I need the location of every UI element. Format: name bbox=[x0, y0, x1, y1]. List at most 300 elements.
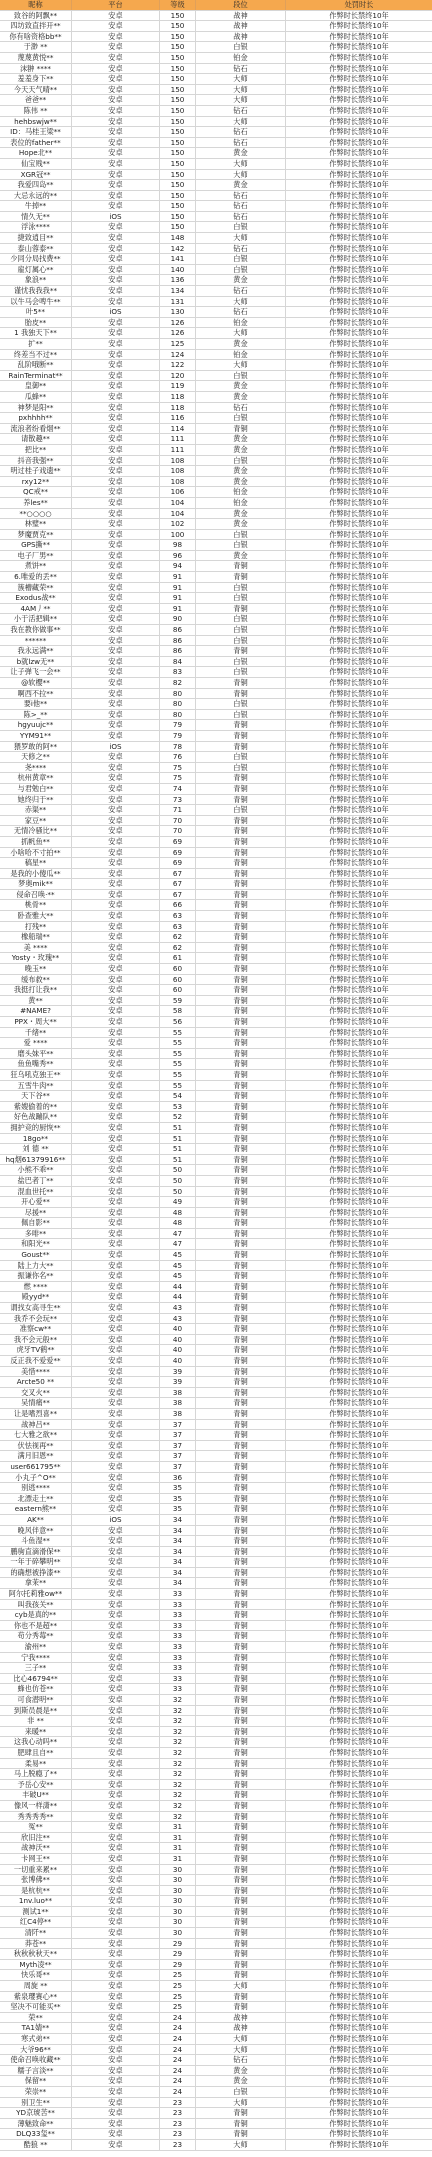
penalty-cell: 作弊时长禁终10年 bbox=[329, 2076, 389, 2086]
table-row bbox=[0, 1780, 432, 1791]
platform-cell: 安卓 bbox=[72, 1335, 160, 1345]
penalty-cell: 作弊时长禁终10年 bbox=[329, 190, 389, 200]
level-cell: 33 bbox=[160, 1684, 196, 1694]
nickname-cell: 别卫生** bbox=[0, 2098, 72, 2108]
level-cell: 82 bbox=[160, 678, 196, 688]
penalty-cell: 作弊时长禁终10年 bbox=[329, 105, 389, 115]
nickname-cell: 马上脱瘾了** bbox=[0, 1769, 72, 1779]
nickname-cell: 三子** bbox=[0, 1663, 72, 1673]
platform-cell: 安卓 bbox=[72, 21, 160, 31]
nickname-cell: 虎牙TV鹤** bbox=[0, 1345, 72, 1355]
platform-cell: 安卓 bbox=[72, 1949, 160, 1959]
table-row bbox=[0, 1303, 432, 1314]
rank-cell: 青铜 bbox=[196, 1028, 286, 1038]
rank-cell: 青铜 bbox=[196, 1494, 286, 1504]
rank-cell: 青铜 bbox=[196, 1854, 286, 1864]
level-cell: 150 bbox=[160, 117, 196, 127]
nickname-cell: 她终归于** bbox=[0, 795, 72, 805]
level-cell: 24 bbox=[160, 2023, 196, 2033]
level-cell: 134 bbox=[160, 286, 196, 296]
penalty-cell: 作弊时长禁终10年 bbox=[329, 550, 389, 560]
table-row bbox=[0, 826, 432, 837]
level-cell: 32 bbox=[160, 1706, 196, 1716]
table-row bbox=[0, 244, 432, 255]
rank-cell: 青铜 bbox=[196, 1653, 286, 1663]
table-row bbox=[0, 1345, 432, 1356]
penalty-cell: 作弊时长禁终10年 bbox=[329, 1811, 389, 1821]
penalty-cell: 作弊时长禁终10年 bbox=[329, 529, 389, 539]
rank-cell: 青铜 bbox=[196, 1748, 286, 1758]
nickname-cell: 沫翀 **** bbox=[0, 64, 72, 74]
rank-cell: 白银 bbox=[196, 805, 286, 815]
platform-cell: 安卓 bbox=[72, 413, 160, 423]
nickname-cell: 家豆** bbox=[0, 816, 72, 826]
level-cell: 40 bbox=[160, 1356, 196, 1366]
platform-cell: 安卓 bbox=[72, 1886, 160, 1896]
rank-cell: 青铜 bbox=[196, 837, 286, 847]
level-cell: 71 bbox=[160, 805, 196, 815]
level-cell: 56 bbox=[160, 1017, 196, 1027]
table-row bbox=[0, 1801, 432, 1812]
rank-cell: 白银 bbox=[196, 456, 286, 466]
level-cell: 45 bbox=[160, 1250, 196, 1260]
penalty-cell: 作弊时长禁终10年 bbox=[329, 2023, 389, 2033]
level-cell: 34 bbox=[160, 1515, 196, 1525]
level-cell: 91 bbox=[160, 583, 196, 593]
table-row bbox=[0, 1939, 432, 1950]
nickname-cell: 黄** bbox=[0, 996, 72, 1006]
penalty-cell: 作弊时长禁终10年 bbox=[329, 974, 389, 984]
penalty-cell: 作弊时长禁终10年 bbox=[329, 1928, 389, 1938]
rank-cell: 白银 bbox=[196, 593, 286, 603]
level-cell: 25 bbox=[160, 1970, 196, 1980]
table-row bbox=[0, 456, 432, 467]
level-cell: 34 bbox=[160, 1557, 196, 1567]
table-row bbox=[0, 21, 432, 32]
platform-cell: 安卓 bbox=[72, 763, 160, 773]
penalty-cell: 作弊时长禁终10年 bbox=[329, 1048, 389, 1058]
table-header-row bbox=[0, 0, 432, 11]
rank-cell: 白银 bbox=[196, 2087, 286, 2097]
platform-cell: 安卓 bbox=[72, 1896, 160, 1906]
table-row bbox=[0, 2129, 432, 2140]
nickname-cell: 谓找女高寻生** bbox=[0, 1303, 72, 1313]
rank-cell: 青铜 bbox=[196, 1695, 286, 1705]
platform-cell: 安卓 bbox=[72, 297, 160, 307]
header-nickname: 昵称 bbox=[0, 0, 72, 10]
penalty-cell: 作弊时长禁终10年 bbox=[329, 1017, 389, 1026]
rank-cell: 青铜 bbox=[196, 646, 286, 656]
table-row bbox=[0, 1790, 432, 1801]
penalty-cell: 作弊时长禁终10年 bbox=[329, 1218, 389, 1228]
platform-cell: 安卓 bbox=[72, 1600, 160, 1610]
penalty-cell: 作弊时长禁终10年 bbox=[329, 1091, 389, 1101]
level-cell: 79 bbox=[160, 720, 196, 730]
level-cell: 150 bbox=[160, 148, 196, 158]
penalty-cell: 作弊时长禁终10年 bbox=[329, 1303, 389, 1313]
penalty-cell: 作弊时长禁终10年 bbox=[329, 730, 389, 740]
table-row bbox=[0, 1494, 432, 1505]
platform-cell: 安卓 bbox=[72, 2066, 160, 2076]
platform-cell: 安卓 bbox=[72, 1526, 160, 1536]
level-cell: 83 bbox=[160, 667, 196, 677]
rank-cell: 铂金 bbox=[196, 487, 286, 497]
rank-cell: 大师 bbox=[196, 74, 286, 84]
nickname-cell: 盐巴者丁** bbox=[0, 1176, 72, 1186]
platform-cell: 安卓 bbox=[72, 922, 160, 932]
nickname-cell: 大忌永远的** bbox=[0, 191, 72, 201]
nickname-cell: 煮饼** bbox=[0, 561, 72, 571]
platform-cell: 安卓 bbox=[72, 509, 160, 519]
level-cell: 24 bbox=[160, 2055, 196, 2065]
rank-cell: 青铜 bbox=[196, 869, 286, 879]
table-row bbox=[0, 85, 432, 96]
platform-cell: 安卓 bbox=[72, 1610, 160, 1620]
platform-cell: 安卓 bbox=[72, 964, 160, 974]
nickname-cell: 周旋 ** bbox=[0, 1981, 72, 1991]
nickname-cell: 七大雅之欲** bbox=[0, 1430, 72, 1440]
platform-cell: 安卓 bbox=[72, 1441, 160, 1451]
rank-cell: 战神 bbox=[196, 11, 286, 21]
nickname-cell: **○○○○ bbox=[0, 509, 72, 519]
platform-cell: 安卓 bbox=[72, 2119, 160, 2129]
penalty-cell: 作弊时长禁终10年 bbox=[329, 2012, 389, 2022]
header-platform: 平台 bbox=[72, 0, 160, 10]
platform-cell: 安卓 bbox=[72, 1769, 160, 1779]
table-row bbox=[0, 1737, 432, 1748]
rank-cell: 青铜 bbox=[196, 1526, 286, 1536]
rank-cell: 青铜 bbox=[196, 1282, 286, 1292]
table-row bbox=[0, 509, 432, 520]
table-row bbox=[0, 1578, 432, 1589]
platform-cell: 安卓 bbox=[72, 244, 160, 254]
table-row bbox=[0, 805, 432, 816]
platform-cell: 安卓 bbox=[72, 1006, 160, 1016]
rank-cell: 青铜 bbox=[196, 1038, 286, 1048]
table-body bbox=[0, 11, 432, 2151]
penalty-cell: 作弊时长禁终10年 bbox=[329, 805, 389, 815]
penalty-cell: 作弊时长禁终10年 bbox=[329, 243, 389, 253]
platform-cell: 安卓 bbox=[72, 1759, 160, 1769]
platform-cell: 安卓 bbox=[72, 1536, 160, 1546]
rank-cell: 青铜 bbox=[196, 1165, 286, 1175]
penalty-cell: 作弊时长禁终10年 bbox=[329, 1430, 389, 1440]
table-row bbox=[0, 233, 432, 244]
nickname-cell: 以牛马会啤牛** bbox=[0, 297, 72, 307]
nickname-cell: 谨忧我我我** bbox=[0, 286, 72, 296]
nickname-cell: 紫泉璎赛心** bbox=[0, 1992, 72, 2002]
nickname-cell: 神梦是阳** bbox=[0, 403, 72, 413]
penalty-cell: 作弊时长禁终10年 bbox=[329, 911, 389, 921]
level-cell: 32 bbox=[160, 1812, 196, 1822]
penalty-cell: 作弊时长禁终10年 bbox=[329, 699, 389, 709]
rank-cell: 青铜 bbox=[196, 1833, 286, 1843]
penalty-cell: 作弊时长禁终10年 bbox=[329, 1101, 389, 1111]
penalty-cell: 作弊时长禁终10年 bbox=[329, 444, 389, 454]
rank-cell: 大师 bbox=[196, 233, 286, 243]
platform-cell: 安卓 bbox=[72, 953, 160, 963]
rank-cell: 青铜 bbox=[196, 1886, 286, 1896]
platform-cell: 安卓 bbox=[72, 678, 160, 688]
nickname-cell: TA1婧** bbox=[0, 2023, 72, 2033]
penalty-cell: 作弊时长禁终10年 bbox=[329, 2139, 389, 2149]
nickname-cell: 到斯员晨是** bbox=[0, 1706, 72, 1716]
platform-cell: 安卓 bbox=[72, 328, 160, 338]
nickname-cell: 吴情痛** bbox=[0, 1398, 72, 1408]
penalty-cell: 作弊时长禁终10年 bbox=[329, 1324, 389, 1334]
penalty-cell: 作弊时长禁终10年 bbox=[329, 52, 389, 62]
penalty-cell: 作弊时长禁终10年 bbox=[329, 2034, 389, 2043]
penalty-cell: 作弊时长禁终10年 bbox=[329, 1578, 389, 1588]
nickname-cell: Exodus战** bbox=[0, 593, 72, 603]
rank-cell: 青铜 bbox=[196, 911, 286, 921]
level-cell: 32 bbox=[160, 1737, 196, 1747]
platform-cell: 安卓 bbox=[72, 858, 160, 868]
nickname-cell: QC戒** bbox=[0, 487, 72, 497]
level-cell: 30 bbox=[160, 1917, 196, 1927]
nickname-cell: 侵命召唤·** bbox=[0, 890, 72, 900]
nickname-cell: 反正我不爱爱** bbox=[0, 1356, 72, 1366]
rank-cell: 青铜 bbox=[196, 943, 286, 953]
penalty-cell: 作弊时长禁终10年 bbox=[329, 1239, 389, 1249]
level-cell: 61 bbox=[160, 953, 196, 963]
table-row bbox=[0, 1239, 432, 1250]
rank-cell: 青铜 bbox=[196, 1250, 286, 1260]
rank-cell: 青铜 bbox=[196, 1642, 286, 1652]
table-row bbox=[0, 572, 432, 583]
nickname-cell: Goust** bbox=[0, 1250, 72, 1260]
level-cell: 86 bbox=[160, 625, 196, 635]
nickname-cell: GPS撕** bbox=[0, 540, 72, 550]
rank-cell: 钻石 bbox=[196, 106, 286, 116]
rank-cell: 青铜 bbox=[196, 1112, 286, 1122]
platform-cell: 安卓 bbox=[72, 636, 160, 646]
level-cell: 34 bbox=[160, 1547, 196, 1557]
table-row bbox=[0, 1441, 432, 1452]
penalty-cell: 作弊时长禁终10年 bbox=[329, 360, 389, 370]
table-row bbox=[0, 318, 432, 329]
platform-cell: 安卓 bbox=[72, 1748, 160, 1758]
nickname-cell: 陈伟 ** bbox=[0, 106, 72, 116]
penalty-cell: 作弊时长禁终10年 bbox=[329, 879, 389, 889]
level-cell: 50 bbox=[160, 1176, 196, 1186]
penalty-cell: 作弊时长禁终10年 bbox=[329, 1292, 389, 1302]
platform-cell: 安卓 bbox=[72, 1865, 160, 1875]
rank-cell: 青铜 bbox=[196, 1451, 286, 1461]
nickname-cell: 是杭杭** bbox=[0, 1886, 72, 1896]
platform-cell: 安卓 bbox=[72, 74, 160, 84]
rank-cell: 青铜 bbox=[196, 2129, 286, 2139]
table-row bbox=[0, 477, 432, 488]
platform-cell: 安卓 bbox=[72, 646, 160, 656]
level-cell: 40 bbox=[160, 1324, 196, 1334]
nickname-cell: rxy12** bbox=[0, 477, 72, 487]
platform-cell: 安卓 bbox=[72, 1589, 160, 1599]
level-cell: 30 bbox=[160, 1928, 196, 1938]
platform-cell: 安卓 bbox=[72, 657, 160, 667]
level-cell: 122 bbox=[160, 360, 196, 370]
table-row bbox=[0, 795, 432, 806]
table-row bbox=[0, 1059, 432, 1070]
nickname-cell: 啊西不拉** bbox=[0, 689, 72, 699]
nickname-cell: 少同分局找费** bbox=[0, 254, 72, 264]
level-cell: 32 bbox=[160, 1801, 196, 1811]
nickname-cell: Hope北** bbox=[0, 148, 72, 158]
rank-cell: 黄金 bbox=[196, 2076, 286, 2086]
platform-cell: 安卓 bbox=[72, 1028, 160, 1038]
rank-cell: 青铜 bbox=[196, 1875, 286, 1885]
table-row bbox=[0, 1462, 432, 1473]
level-cell: 150 bbox=[160, 127, 196, 137]
rank-cell: 黄金 bbox=[196, 434, 286, 444]
rank-cell: 青铜 bbox=[196, 890, 286, 900]
level-cell: 104 bbox=[160, 509, 196, 519]
level-cell: 150 bbox=[160, 95, 196, 105]
nickname-cell: 赤渠** bbox=[0, 805, 72, 815]
level-cell: 54 bbox=[160, 1091, 196, 1101]
rank-cell: 大师 bbox=[196, 328, 286, 338]
platform-cell: 安卓 bbox=[72, 2129, 160, 2139]
table-row bbox=[0, 678, 432, 689]
penalty-cell: 作弊时长禁终10年 bbox=[329, 858, 389, 868]
table-row bbox=[0, 222, 432, 233]
platform-cell: 安卓 bbox=[72, 498, 160, 508]
table-row bbox=[0, 445, 432, 456]
penalty-cell: 作弊时长禁终10年 bbox=[329, 900, 389, 910]
platform-cell: 安卓 bbox=[72, 1059, 160, 1069]
penalty-cell: 作弊时长禁终10年 bbox=[329, 1747, 389, 1757]
nickname-cell: 象浪** bbox=[0, 275, 72, 285]
penalty-cell: 作弊时长禁终10年 bbox=[329, 1832, 389, 1842]
penalty-cell: 作弊时长禁终10年 bbox=[329, 1790, 389, 1800]
penalty-cell: 作弊时长禁终10年 bbox=[329, 84, 389, 94]
platform-cell: 安卓 bbox=[72, 1727, 160, 1737]
table-row bbox=[0, 1473, 432, 1484]
platform-cell: 安卓 bbox=[72, 1992, 160, 2002]
penalty-cell: 作弊时长禁终10年 bbox=[329, 1440, 389, 1450]
nickname-cell: 卧查雅大** bbox=[0, 911, 72, 921]
platform-cell: iOS bbox=[72, 1515, 160, 1525]
nickname-cell: 非 ** bbox=[0, 1716, 72, 1726]
level-cell: 30 bbox=[160, 1907, 196, 1917]
penalty-cell: 作弊时长禁终10年 bbox=[329, 201, 389, 211]
nickname-cell: 1nv.luo** bbox=[0, 1896, 72, 1906]
level-cell: 37 bbox=[160, 1430, 196, 1440]
level-cell: 78 bbox=[160, 742, 196, 752]
rank-cell: 大师 bbox=[196, 2140, 286, 2150]
platform-cell: 安卓 bbox=[72, 1176, 160, 1186]
rank-cell: 青铜 bbox=[196, 1239, 286, 1249]
level-cell: 79 bbox=[160, 731, 196, 741]
nickname-cell: 小熊不乖** bbox=[0, 1165, 72, 1175]
table-row bbox=[0, 964, 432, 975]
rank-cell: 青铜 bbox=[196, 1070, 286, 1080]
table-row bbox=[0, 1324, 432, 1335]
nickname-cell: 宁我**** bbox=[0, 1653, 72, 1663]
penalty-cell: 作弊时长禁终10年 bbox=[329, 1080, 389, 1090]
nickname-cell: 天修之** bbox=[0, 752, 72, 762]
rank-cell: 白银 bbox=[196, 657, 286, 667]
table-row bbox=[0, 381, 432, 392]
penalty-cell: 作弊时长禁终10年 bbox=[329, 1599, 389, 1609]
table-row bbox=[0, 710, 432, 721]
nickname-cell: 雇灯属心** bbox=[0, 265, 72, 275]
penalty-cell: 作弊时长禁终10年 bbox=[329, 794, 389, 804]
nickname-cell: 致谷的阿飘** bbox=[0, 11, 72, 21]
nickname-cell: 开心爱** bbox=[0, 1197, 72, 1207]
platform-cell: 安卓 bbox=[72, 689, 160, 699]
penalty-cell: 作弊时长禁终10年 bbox=[329, 593, 389, 603]
table-row bbox=[0, 2087, 432, 2098]
rank-cell: 大师 bbox=[196, 360, 286, 370]
platform-cell: 安卓 bbox=[72, 1017, 160, 1027]
platform-cell: 安卓 bbox=[72, 1208, 160, 1218]
table-row bbox=[0, 784, 432, 795]
level-cell: 124 bbox=[160, 350, 196, 360]
penalty-cell: 作弊时长禁终10年 bbox=[329, 1228, 389, 1238]
penalty-cell: 作弊时长禁终10年 bbox=[329, 254, 389, 264]
rank-cell: 青铜 bbox=[196, 1441, 286, 1451]
level-cell: 91 bbox=[160, 604, 196, 614]
rank-cell: 青铜 bbox=[196, 1812, 286, 1822]
rank-cell: 青铜 bbox=[196, 1801, 286, 1811]
table-row bbox=[0, 773, 432, 784]
table-row bbox=[0, 1917, 432, 1928]
platform-cell: 安卓 bbox=[72, 1123, 160, 1133]
penalty-cell: 作弊时长禁终10年 bbox=[329, 1006, 389, 1016]
rank-cell: 钻石 bbox=[196, 64, 286, 74]
platform-cell: 安卓 bbox=[72, 1684, 160, 1694]
level-cell: 58 bbox=[160, 1006, 196, 1016]
penalty-cell: 作弊时长禁终10年 bbox=[329, 1451, 389, 1461]
table-row bbox=[0, 1610, 432, 1621]
level-cell: 104 bbox=[160, 498, 196, 508]
platform-cell: 安卓 bbox=[72, 1462, 160, 1472]
penalty-cell: 作弊时长禁终10年 bbox=[329, 1112, 389, 1122]
rank-cell: 青铜 bbox=[196, 1367, 286, 1377]
nickname-cell: 爸爸** bbox=[0, 95, 72, 105]
table-row bbox=[0, 1292, 432, 1303]
level-cell: 80 bbox=[160, 689, 196, 699]
rank-cell: 钻石 bbox=[196, 191, 286, 201]
level-cell: 126 bbox=[160, 318, 196, 328]
platform-cell: 安卓 bbox=[72, 1812, 160, 1822]
platform-cell: 安卓 bbox=[72, 1165, 160, 1175]
penalty-cell: 作弊时长禁终10年 bbox=[329, 2055, 389, 2065]
level-cell: 39 bbox=[160, 1367, 196, 1377]
nickname-cell: 把比** bbox=[0, 445, 72, 455]
table-row bbox=[0, 625, 432, 636]
platform-cell: 安卓 bbox=[72, 1261, 160, 1271]
rank-cell: 青铜 bbox=[196, 1917, 286, 1927]
platform-cell: 安卓 bbox=[72, 561, 160, 571]
nickname-cell: 的确想被挣漆** bbox=[0, 1568, 72, 1578]
nickname-cell: 满月旧恩** bbox=[0, 1451, 72, 1461]
table-row bbox=[0, 1896, 432, 1907]
level-cell: 150 bbox=[160, 180, 196, 190]
nickname-cell: 天下谷** bbox=[0, 1091, 72, 1101]
penalty-cell: 作弊时长禁终10年 bbox=[329, 1027, 389, 1037]
table-row bbox=[0, 1695, 432, 1706]
nickname-cell: 使命召唤收藏** bbox=[0, 2055, 72, 2065]
level-cell: 53 bbox=[160, 1102, 196, 1112]
table-row bbox=[0, 1229, 432, 1240]
table-row bbox=[0, 1430, 432, 1441]
penalty-cell: 作弊时长禁终10年 bbox=[329, 826, 389, 836]
nickname-cell: 18go** bbox=[0, 1134, 72, 1144]
nickname-cell: 陆上力大** bbox=[0, 1261, 72, 1271]
table-row bbox=[0, 32, 432, 43]
